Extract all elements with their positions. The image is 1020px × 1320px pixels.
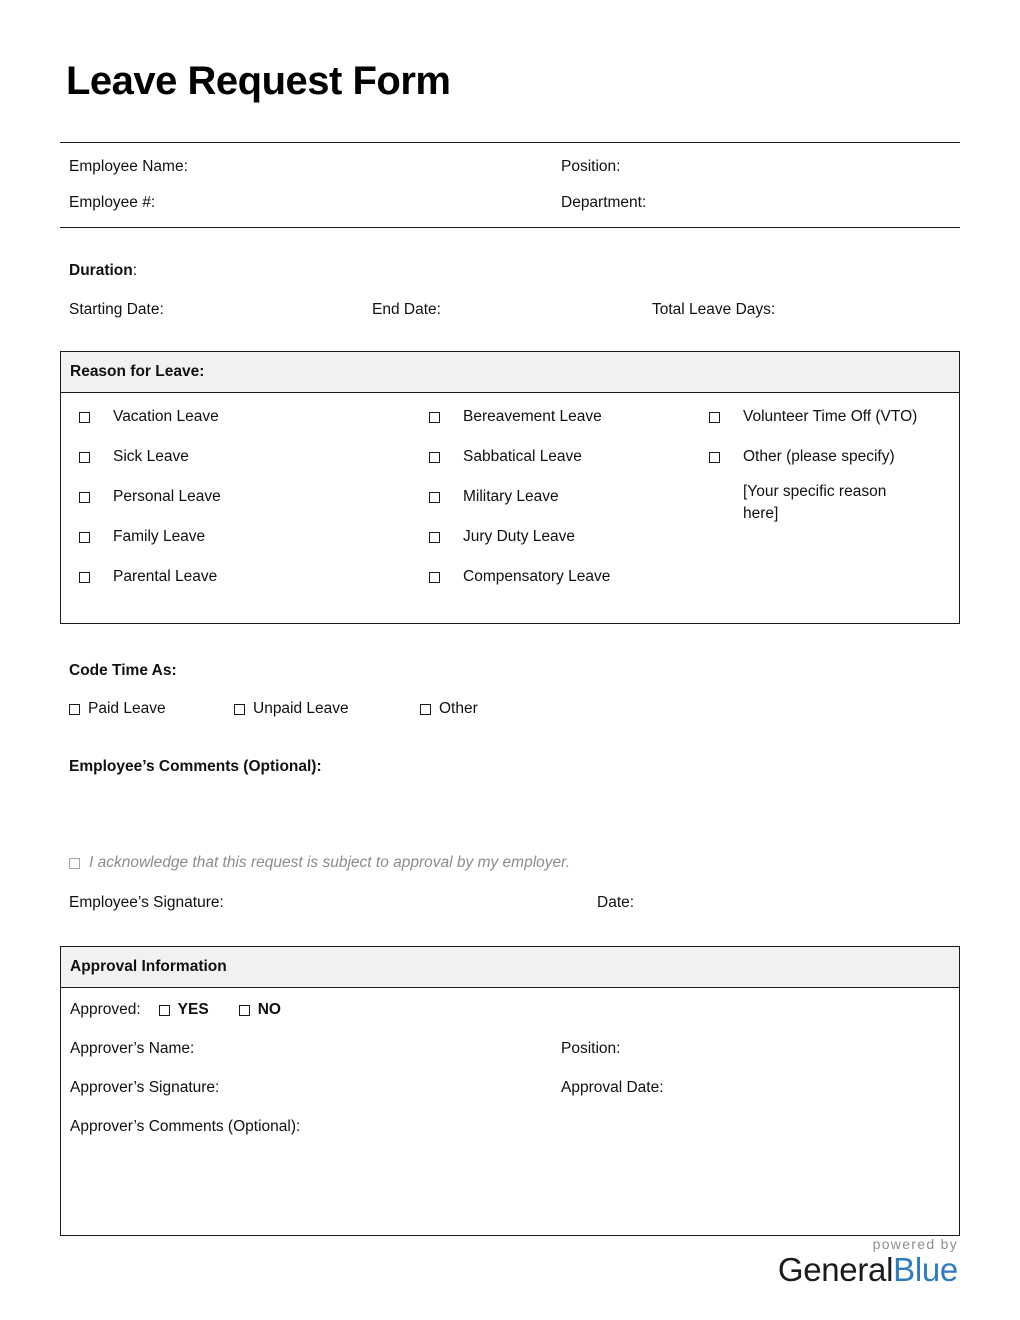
position-label: Position: [561,158,621,175]
approver-signature-row [61,1079,959,1097]
option-label: Military Leave [463,488,559,506]
option-label: Bereavement Leave [463,408,602,426]
reason-column-3 [709,407,959,607]
option-label: NO [257,1001,281,1019]
checkbox-option-parental-leave[interactable] [61,567,429,607]
reason-for-leave-body [61,393,959,623]
checkbox-icon[interactable] [79,532,90,543]
option-label: Sabbatical Leave [463,448,582,466]
reason-for-leave-heading: Reason for Leave: [61,352,959,393]
code-time-as-options [60,700,960,718]
code-time-as-section [60,662,960,718]
duration-fields-row [60,301,960,319]
logo-text-blue: Blue [893,1251,958,1289]
checkbox-icon[interactable] [79,572,90,583]
option-label: Volunteer Time Off (VTO) [743,408,918,426]
table-row [60,155,960,179]
checkbox-option-sabbatical-leave[interactable] [429,447,709,487]
option-label: Sick Leave [113,448,189,466]
checkbox-option-compensatory-leave[interactable] [429,567,709,607]
option-label: Other [439,700,478,718]
checkbox-option-paid-leave[interactable] [69,700,234,718]
checkbox-icon[interactable] [234,704,245,715]
option-label: Parental Leave [113,568,218,586]
option-label: Family Leave [113,528,206,546]
checkbox-icon[interactable] [709,412,720,423]
duration-section [60,262,960,319]
checkbox-option-unpaid-leave[interactable] [234,700,420,718]
option-label: Other (please specify) [743,448,895,466]
powered-by-label: powered by [872,1236,958,1253]
employee-number-label: Employee #: [69,194,156,212]
checkbox-icon[interactable] [429,572,440,583]
approval-information-body [61,988,959,1235]
employee-comments-input-area[interactable] [60,776,960,854]
approved-label: Approved: [70,1001,141,1019]
employee-info-block [60,142,960,228]
checkbox-option-bereavement-leave[interactable] [429,407,709,447]
total-leave-days-label: Total Leave Days: [652,301,776,319]
approver-comments-row [61,1118,959,1136]
checkbox-icon[interactable] [69,704,80,715]
employee-comments-section [60,758,960,854]
footer-branding [778,1236,958,1288]
reason-column-2 [429,407,709,607]
checkbox-option-volunteer-time-off[interactable] [709,407,959,447]
department-label: Department: [561,194,647,212]
checkbox-icon[interactable] [429,412,440,423]
approval-information-heading: Approval Information [61,947,959,988]
duration-heading-colon: : [132,262,138,280]
checkbox-icon[interactable] [79,412,90,423]
option-label: Personal Leave [113,488,221,506]
option-label: Paid Leave [88,700,166,718]
checkbox-icon[interactable] [709,452,720,463]
checkbox-icon[interactable] [79,452,90,463]
reason-options-grid [61,407,959,607]
approver-position-label: Position: [561,1040,621,1058]
duration-heading [60,262,960,280]
checkbox-icon[interactable] [429,452,440,463]
approver-name-label: Approver’s Name: [70,1040,195,1058]
generalblue-logo [778,1253,958,1288]
employee-signature-label: Employee’s Signature: [69,894,224,912]
signature-date-label: Date: [597,894,635,912]
approval-date-label: Approval Date: [561,1079,664,1097]
option-label: YES [177,1001,209,1019]
option-label: Compensatory Leave [463,568,611,586]
checkbox-icon[interactable] [429,492,440,503]
acknowledgment-text: I acknowledge that this request is subject to approval by my employer. [89,854,571,872]
checkbox-option-approved-yes[interactable] [159,1001,209,1019]
approver-signature-label: Approver’s Signature: [70,1079,220,1097]
approver-comments-label: Approver’s Comments (Optional): [70,1118,301,1136]
checkbox-icon[interactable] [429,532,440,543]
approved-row [61,1001,959,1019]
reason-for-leave-section [60,351,960,624]
checkbox-option-family-leave[interactable] [61,527,429,567]
checkbox-icon[interactable] [420,704,431,715]
checkbox-icon[interactable] [159,1005,170,1016]
other-reason-placeholder-text[interactable]: [Your specific reason here] [743,483,887,523]
checkbox-option-vacation-leave[interactable] [61,407,429,447]
reason-column-1 [61,407,429,607]
checkbox-icon[interactable] [79,492,90,503]
logo-text-general: General [777,1251,894,1289]
acknowledgment-row[interactable] [60,854,960,872]
employee-name-label: Employee Name: [69,158,188,175]
option-label: Vacation Leave [113,408,219,426]
approval-information-section [60,946,960,1236]
employee-comments-heading: Employee’s Comments (Optional): [69,758,322,776]
checkbox-option-other[interactable] [420,700,478,718]
approver-comments-input-area[interactable] [61,1157,959,1235]
checkbox-icon[interactable] [239,1005,250,1016]
checkbox-option-personal-leave[interactable] [61,487,429,527]
option-label: Jury Duty Leave [463,528,575,546]
checkbox-icon[interactable] [69,858,80,869]
approver-name-row [61,1040,959,1058]
checkbox-option-jury-duty-leave[interactable] [429,527,709,567]
end-date-label: End Date: [372,301,441,319]
checkbox-option-sick-leave[interactable] [61,447,429,487]
table-row [60,191,960,215]
duration-heading-text: Duration [69,262,133,280]
option-label: Unpaid Leave [253,700,349,718]
checkbox-option-approved-no[interactable] [239,1001,281,1019]
employee-signature-row [60,894,960,912]
checkbox-option-military-leave[interactable] [429,487,709,527]
code-time-as-heading: Code Time As: [69,662,177,680]
page-title: Leave Request Form [66,59,451,103]
starting-date-label: Starting Date: [69,301,164,319]
